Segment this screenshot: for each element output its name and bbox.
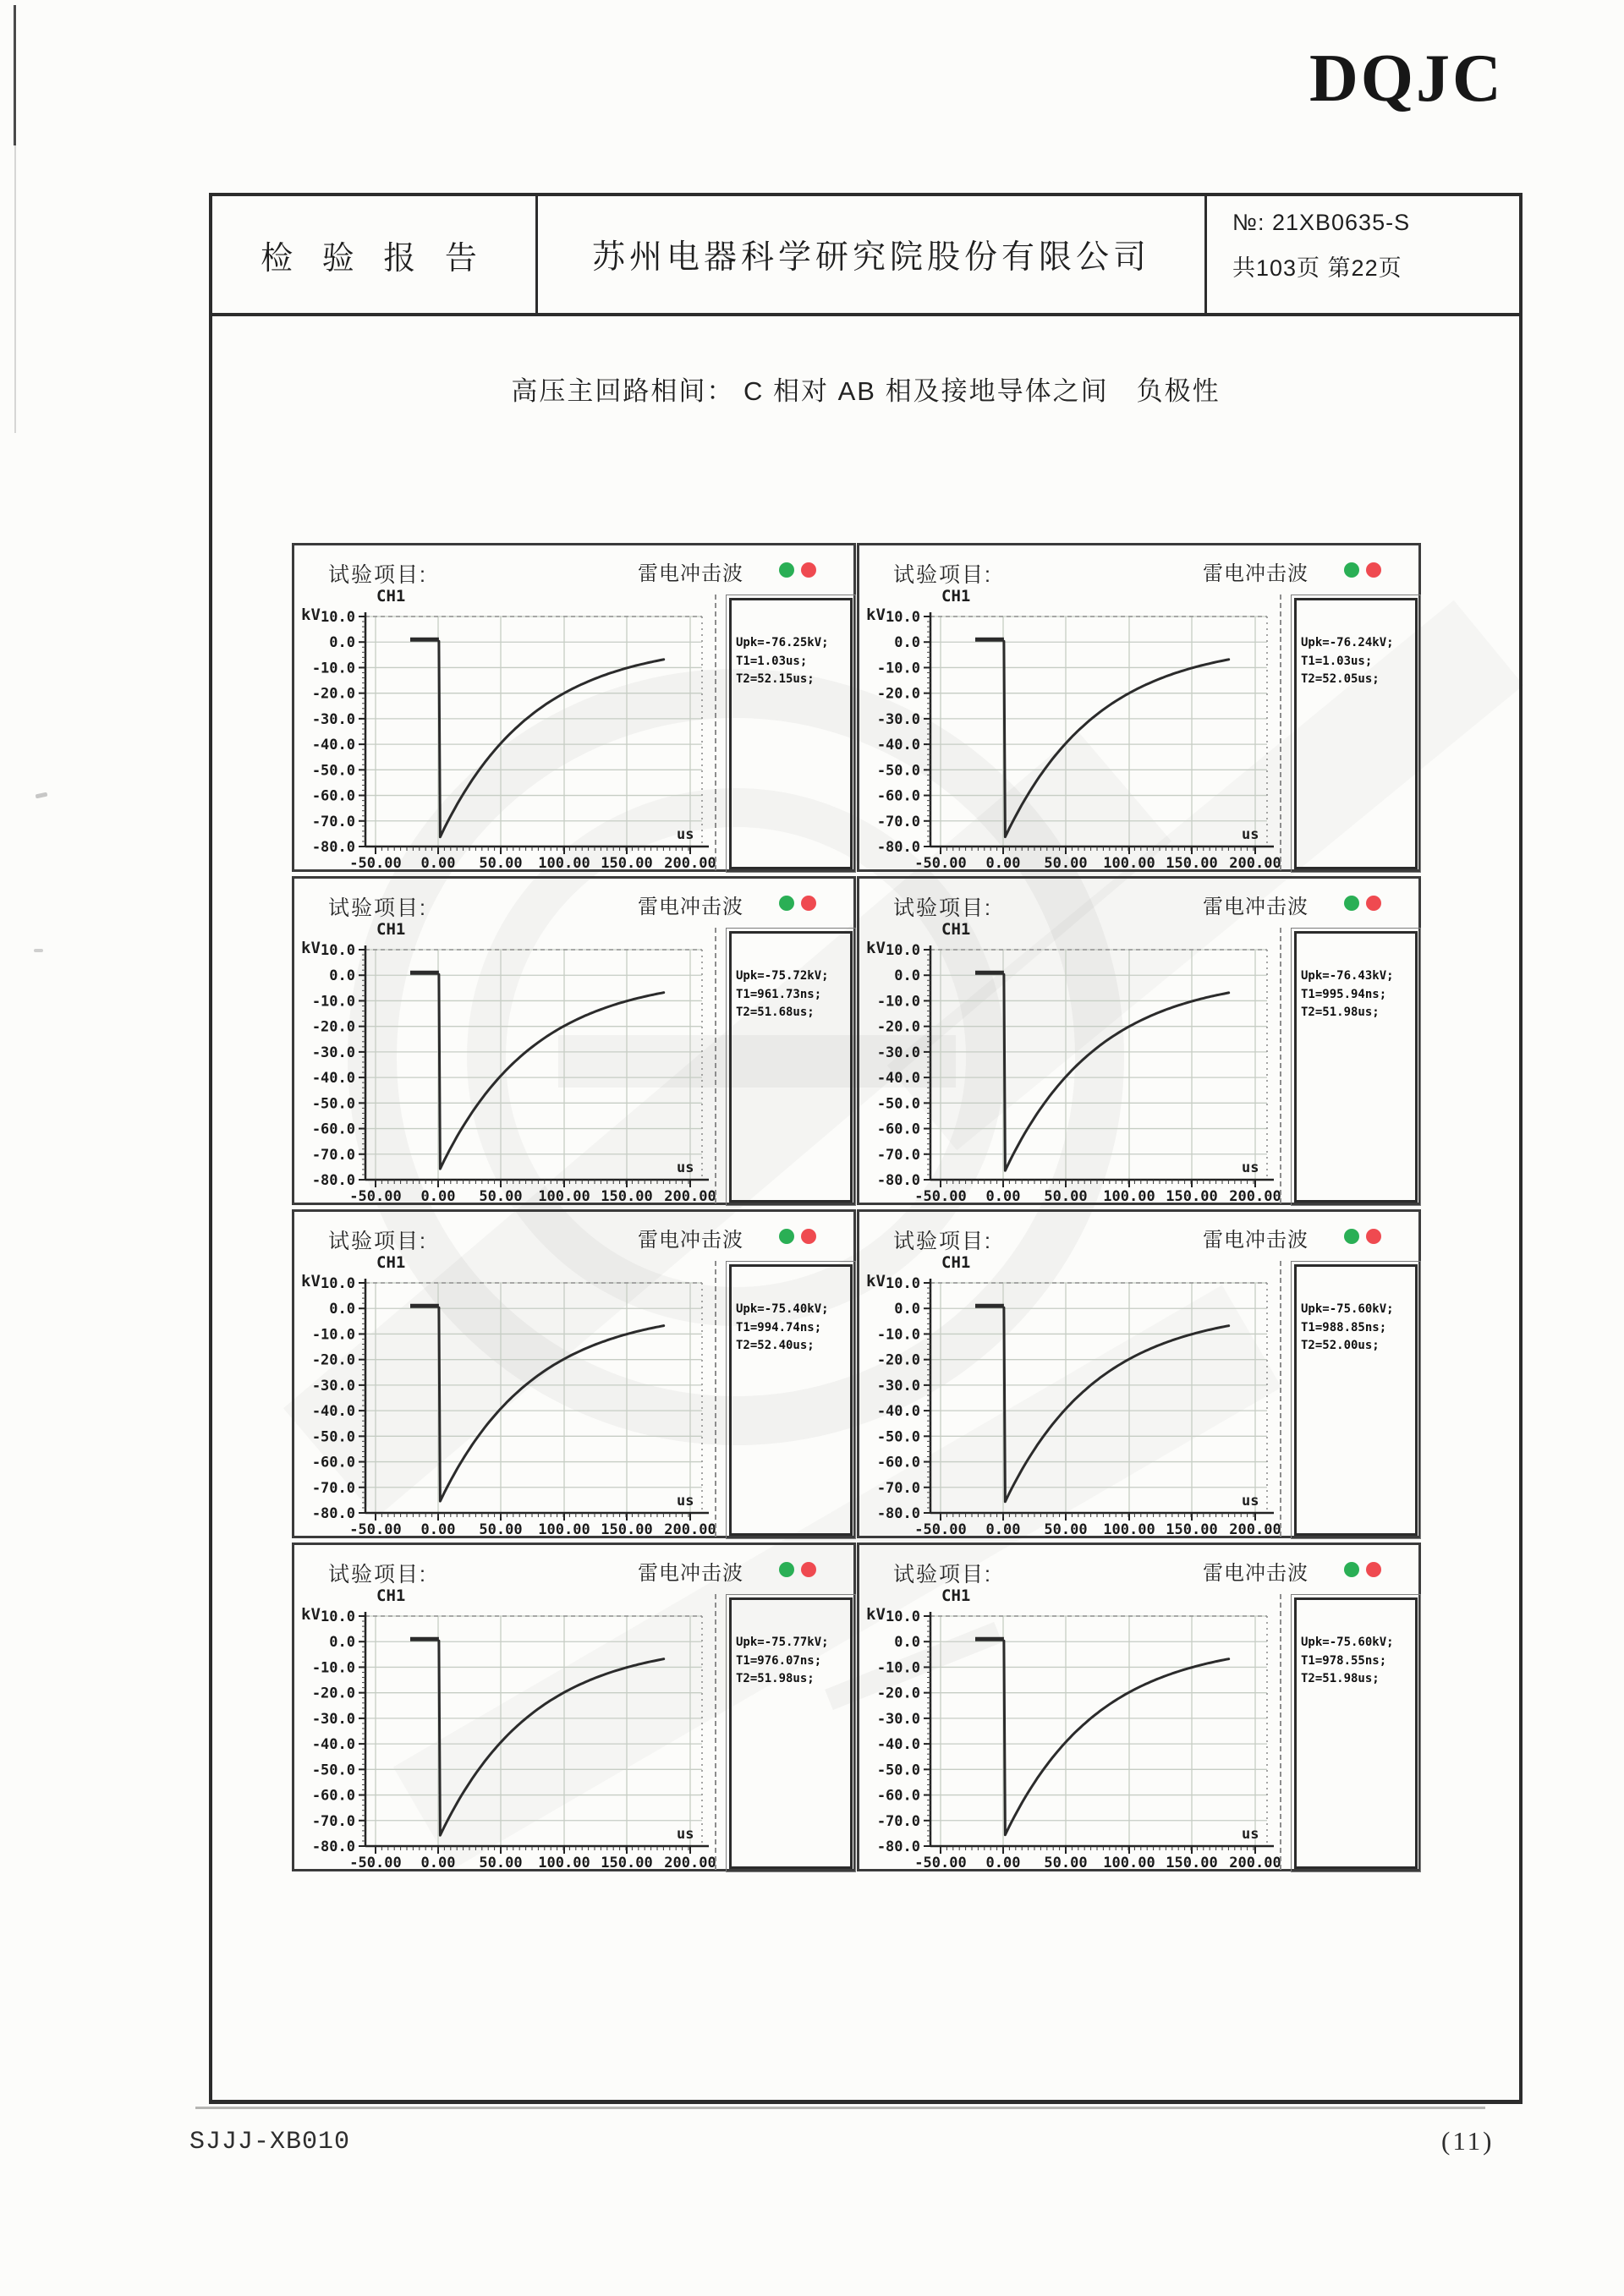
y-unit-label: kV — [866, 1272, 886, 1290]
svg-text:-40.0: -40.0 — [876, 1070, 920, 1088]
x-unit-label: us — [1242, 1493, 1259, 1510]
svg-text:0.0: 0.0 — [894, 967, 920, 985]
svg-text:200.00: 200.00 — [1229, 855, 1281, 869]
wave-type-label: 雷电冲击波 — [638, 1229, 743, 1252]
company-name: 苏州电器科学研究院股份有限公司 — [538, 196, 1207, 313]
svg-text:-20.0: -20.0 — [876, 685, 920, 703]
svg-text:0.0: 0.0 — [894, 1301, 920, 1318]
svg-text:200.00: 200.00 — [664, 1188, 716, 1203]
impulse-panel-2 — [857, 543, 1421, 872]
svg-text:-30.0: -30.0 — [876, 1377, 920, 1395]
svg-text:150.00: 150.00 — [1166, 855, 1218, 869]
svg-text:-20.0: -20.0 — [311, 1018, 355, 1036]
red-indicator-dot — [801, 1562, 816, 1577]
measurement-box — [729, 931, 853, 1203]
y-unit-label: kV — [866, 939, 886, 957]
svg-text:50.00: 50.00 — [479, 1521, 523, 1536]
x-unit-label: us — [1242, 1826, 1259, 1843]
svg-text:-10.0: -10.0 — [311, 1659, 355, 1677]
svg-text:-50.00: -50.00 — [914, 1521, 967, 1536]
svg-text:-70.0: -70.0 — [876, 1146, 920, 1164]
wave-type-label: 雷电冲击波 — [1203, 1229, 1309, 1252]
green-indicator-dot — [1344, 896, 1359, 911]
x-unit-label: us — [677, 826, 694, 843]
svg-text:0.00: 0.00 — [420, 1188, 456, 1203]
red-indicator-dot — [801, 896, 816, 911]
svg-text:-20.0: -20.0 — [876, 1018, 920, 1036]
svg-text:200.00: 200.00 — [664, 1521, 716, 1536]
svg-text:-10.0: -10.0 — [876, 660, 920, 677]
impulse-panel-3 — [292, 876, 856, 1205]
svg-text:-50.0: -50.0 — [311, 1762, 355, 1779]
page-count: 共103页 第22页 — [1232, 255, 1402, 281]
measurement-box — [1294, 931, 1418, 1203]
t1-value: T1=995.94ns; — [1301, 987, 1387, 1001]
svg-text:-10.0: -10.0 — [311, 1326, 355, 1344]
svg-text:-60.0: -60.0 — [311, 1454, 355, 1471]
svg-text:10.0: 10.0 — [321, 1275, 355, 1292]
panel-divider — [715, 595, 716, 870]
measurement-box — [1294, 1264, 1418, 1536]
svg-text:200.00: 200.00 — [1229, 1521, 1281, 1536]
test-item-label: 试验项目: — [328, 1230, 427, 1253]
svg-text:0.00: 0.00 — [420, 1521, 456, 1536]
svg-text:-30.0: -30.0 — [311, 1377, 355, 1395]
report-header-table — [209, 193, 1522, 316]
green-indicator-dot — [1344, 1562, 1359, 1577]
test-item-label: 试验项目: — [893, 1230, 992, 1253]
y-unit-label: kV — [866, 1605, 886, 1624]
t2-value: T2=51.98us; — [736, 1672, 815, 1685]
report-number: №: 21XB0635-S — [1232, 210, 1411, 235]
panel-divider — [1280, 1594, 1281, 1870]
svg-text:0.00: 0.00 — [985, 855, 1021, 869]
measurement-box — [729, 1597, 853, 1869]
panel-divider — [715, 1261, 716, 1537]
y-unit-label: kV — [301, 1605, 321, 1624]
t1-value: T1=976.07ns; — [736, 1653, 822, 1668]
svg-text:-30.0: -30.0 — [876, 1044, 920, 1061]
impulse-panel-6 — [857, 1209, 1421, 1538]
green-indicator-dot — [779, 1562, 794, 1577]
svg-text:0.0: 0.0 — [894, 634, 920, 652]
svg-text:-30.0: -30.0 — [311, 1710, 355, 1728]
green-indicator-dot — [779, 896, 794, 911]
svg-text:-20.0: -20.0 — [311, 1351, 355, 1369]
impulse-panel-8 — [857, 1543, 1421, 1871]
svg-text:-60.0: -60.0 — [876, 1121, 920, 1138]
svg-text:10.0: 10.0 — [321, 609, 355, 626]
section-title: 高压主回路相间： C 相对 AB 相及接地导体之间 负极性 — [511, 376, 1221, 406]
svg-text:-50.0: -50.0 — [876, 762, 920, 780]
svg-text:-30.0: -30.0 — [876, 1710, 920, 1728]
svg-text:-80.0: -80.0 — [876, 1838, 920, 1855]
svg-text:50.00: 50.00 — [479, 1188, 523, 1203]
t2-value: T2=51.68us; — [736, 1006, 815, 1019]
svg-text:200.00: 200.00 — [1229, 1188, 1281, 1203]
x-unit-label: us — [677, 1493, 694, 1510]
red-indicator-dot — [1366, 896, 1381, 911]
svg-text:-10.0: -10.0 — [311, 993, 355, 1011]
svg-text:50.00: 50.00 — [1044, 1188, 1088, 1203]
svg-text:-10.0: -10.0 — [876, 993, 920, 1011]
channel-label: CH1 — [941, 920, 971, 939]
upk-value: Upk=-75.60kV; — [1301, 1302, 1394, 1316]
svg-text:150.00: 150.00 — [601, 1188, 653, 1203]
svg-text:10.0: 10.0 — [886, 1608, 920, 1625]
svg-text:-70.0: -70.0 — [876, 813, 920, 830]
wave-type-label: 雷电冲击波 — [1203, 1562, 1309, 1585]
measurement-box — [729, 598, 853, 869]
t1-value: T1=994.74ns; — [736, 1320, 822, 1334]
panel-divider — [1280, 928, 1281, 1203]
svg-text:-20.0: -20.0 — [311, 685, 355, 703]
svg-text:150.00: 150.00 — [1166, 1188, 1218, 1203]
svg-text:-40.0: -40.0 — [311, 1070, 355, 1088]
svg-text:0.0: 0.0 — [894, 1634, 920, 1652]
svg-text:0.00: 0.00 — [985, 1855, 1021, 1869]
svg-text:0.0: 0.0 — [329, 967, 355, 985]
svg-text:-50.0: -50.0 — [311, 1095, 355, 1113]
channel-label: CH1 — [376, 1586, 406, 1605]
y-unit-label: kV — [866, 606, 886, 624]
channel-label: CH1 — [376, 1253, 406, 1272]
sheet-number: (11) — [1441, 2126, 1495, 2156]
svg-text:-50.00: -50.00 — [914, 855, 967, 869]
svg-text:50.00: 50.00 — [479, 855, 523, 869]
channel-label: CH1 — [941, 587, 971, 606]
svg-text:200.00: 200.00 — [1229, 1855, 1281, 1869]
svg-text:150.00: 150.00 — [1166, 1855, 1218, 1869]
svg-text:-50.00: -50.00 — [914, 1188, 967, 1203]
form-number: SJJJ-XB010 — [189, 2128, 351, 2156]
upk-value: Upk=-75.77kV; — [736, 1636, 829, 1649]
svg-text:-50.0: -50.0 — [876, 1762, 920, 1779]
upk-value: Upk=-76.25kV; — [736, 636, 829, 649]
svg-text:-10.0: -10.0 — [311, 660, 355, 677]
y-unit-label: kV — [301, 1272, 321, 1290]
svg-text:150.00: 150.00 — [1166, 1521, 1218, 1536]
svg-text:0.00: 0.00 — [420, 1855, 456, 1869]
svg-text:-50.0: -50.0 — [311, 762, 355, 780]
test-item-label: 试验项目: — [893, 1563, 992, 1586]
svg-text:10.0: 10.0 — [886, 609, 920, 626]
svg-text:150.00: 150.00 — [601, 855, 653, 869]
svg-text:-40.0: -40.0 — [311, 1403, 355, 1421]
measurement-box — [729, 1264, 853, 1536]
svg-text:10.0: 10.0 — [321, 1608, 355, 1625]
svg-text:-60.0: -60.0 — [876, 1787, 920, 1805]
svg-text:-60.0: -60.0 — [876, 787, 920, 805]
svg-text:-70.0: -70.0 — [311, 1479, 355, 1497]
red-indicator-dot — [1366, 1229, 1381, 1244]
wave-type-label: 雷电冲击波 — [1203, 562, 1309, 585]
svg-text:-30.0: -30.0 — [311, 710, 355, 728]
svg-text:-40.0: -40.0 — [876, 1736, 920, 1754]
svg-text:-60.0: -60.0 — [311, 1787, 355, 1805]
svg-text:-40.0: -40.0 — [311, 737, 355, 754]
red-indicator-dot — [801, 1229, 816, 1244]
panel-divider — [1280, 595, 1281, 870]
green-indicator-dot — [779, 1229, 794, 1244]
wave-type-label: 雷电冲击波 — [638, 1562, 743, 1585]
svg-text:-40.0: -40.0 — [876, 1403, 920, 1421]
svg-text:0.0: 0.0 — [329, 634, 355, 652]
panel-divider — [715, 1594, 716, 1870]
report-title: 检 验 报 告 — [212, 196, 538, 313]
test-item-label: 试验项目: — [328, 563, 427, 587]
svg-text:-60.0: -60.0 — [311, 1121, 355, 1138]
scan-edge-artifact — [14, 5, 16, 145]
scan-speck — [34, 949, 43, 952]
upk-value: Upk=-75.40kV; — [736, 1302, 829, 1316]
wave-type-label: 雷电冲击波 — [638, 896, 743, 918]
upk-value: Upk=-75.60kV; — [1301, 1636, 1394, 1649]
svg-text:0.0: 0.0 — [329, 1634, 355, 1652]
svg-text:150.00: 150.00 — [601, 1855, 653, 1869]
svg-text:-40.0: -40.0 — [311, 1736, 355, 1754]
svg-text:100.00: 100.00 — [1103, 1521, 1155, 1536]
t2-value: T2=52.15us; — [736, 672, 815, 686]
channel-label: CH1 — [376, 920, 406, 939]
svg-text:-20.0: -20.0 — [876, 1351, 920, 1369]
x-unit-label: us — [1242, 826, 1259, 843]
svg-text:-60.0: -60.0 — [311, 787, 355, 805]
svg-text:-50.00: -50.00 — [349, 1521, 402, 1536]
channel-label: CH1 — [376, 587, 406, 606]
t2-value: T2=52.00us; — [1301, 1339, 1380, 1352]
svg-text:50.00: 50.00 — [1044, 855, 1088, 869]
svg-text:-70.0: -70.0 — [876, 1812, 920, 1830]
svg-text:200.00: 200.00 — [664, 855, 716, 869]
svg-text:0.0: 0.0 — [329, 1301, 355, 1318]
dqjc-logo: DQJC — [1309, 41, 1504, 116]
svg-text:0.00: 0.00 — [985, 1188, 1021, 1203]
t1-value: T1=1.03us; — [736, 654, 808, 668]
svg-text:100.00: 100.00 — [538, 1521, 590, 1536]
svg-text:-80.0: -80.0 — [311, 839, 355, 856]
svg-text:10.0: 10.0 — [321, 942, 355, 959]
svg-text:-20.0: -20.0 — [311, 1685, 355, 1702]
svg-text:0.00: 0.00 — [985, 1521, 1021, 1536]
wave-type-label: 雷电冲击波 — [1203, 896, 1309, 918]
t2-value: T2=51.98us; — [1301, 1006, 1380, 1019]
svg-text:-70.0: -70.0 — [311, 813, 355, 830]
svg-text:100.00: 100.00 — [538, 855, 590, 869]
svg-text:-80.0: -80.0 — [876, 1505, 920, 1522]
svg-text:0.00: 0.00 — [420, 855, 456, 869]
t1-value: T1=978.55ns; — [1301, 1653, 1387, 1668]
svg-text:200.00: 200.00 — [664, 1855, 716, 1869]
channel-label: CH1 — [941, 1586, 971, 1605]
test-item-label: 试验项目: — [328, 1563, 427, 1586]
svg-text:-50.00: -50.00 — [914, 1855, 967, 1869]
test-item-label: 试验项目: — [893, 896, 992, 920]
t1-value: T1=1.03us; — [1301, 654, 1373, 668]
svg-text:-20.0: -20.0 — [876, 1685, 920, 1702]
t2-value: T2=52.05us; — [1301, 672, 1380, 686]
x-unit-label: us — [677, 1826, 694, 1843]
svg-text:-10.0: -10.0 — [876, 1326, 920, 1344]
svg-text:-10.0: -10.0 — [876, 1659, 920, 1677]
svg-text:-80.0: -80.0 — [311, 1838, 355, 1855]
svg-text:-50.00: -50.00 — [349, 1188, 402, 1203]
svg-text:50.00: 50.00 — [1044, 1855, 1088, 1869]
scan-edge-artifact — [14, 145, 16, 433]
upk-value: Upk=-76.43kV; — [1301, 969, 1394, 983]
report-meta — [1207, 196, 1519, 313]
upk-value: Upk=-75.72kV; — [736, 969, 829, 983]
measurement-box — [1294, 1597, 1418, 1869]
panel-divider — [715, 928, 716, 1203]
y-unit-label: kV — [301, 939, 321, 957]
svg-text:-50.0: -50.0 — [876, 1095, 920, 1113]
svg-text:10.0: 10.0 — [886, 1275, 920, 1292]
red-indicator-dot — [801, 562, 816, 578]
svg-text:50.00: 50.00 — [1044, 1521, 1088, 1536]
svg-text:-50.00: -50.00 — [349, 1855, 402, 1869]
x-unit-label: us — [677, 1159, 694, 1176]
impulse-panel-4 — [857, 876, 1421, 1205]
t1-value: T1=988.85ns; — [1301, 1320, 1387, 1334]
measurement-box — [1294, 598, 1418, 869]
svg-text:100.00: 100.00 — [1103, 1855, 1155, 1869]
t2-value: T2=52.40us; — [736, 1339, 815, 1352]
svg-text:-70.0: -70.0 — [311, 1812, 355, 1830]
svg-text:50.00: 50.00 — [479, 1855, 523, 1869]
x-unit-label: us — [1242, 1159, 1259, 1176]
svg-text:-70.0: -70.0 — [311, 1146, 355, 1164]
svg-text:-80.0: -80.0 — [311, 1505, 355, 1522]
svg-text:100.00: 100.00 — [1103, 1188, 1155, 1203]
t2-value: T2=51.98us; — [1301, 1672, 1380, 1685]
panel-divider — [1280, 1261, 1281, 1537]
svg-text:-50.0: -50.0 — [876, 1428, 920, 1446]
svg-text:10.0: 10.0 — [886, 942, 920, 959]
green-indicator-dot — [1344, 562, 1359, 578]
green-indicator-dot — [1344, 1229, 1359, 1244]
impulse-panel-7 — [292, 1543, 856, 1871]
svg-text:100.00: 100.00 — [1103, 855, 1155, 869]
svg-text:-50.0: -50.0 — [311, 1428, 355, 1446]
red-indicator-dot — [1366, 562, 1381, 578]
channel-label: CH1 — [941, 1253, 971, 1272]
test-item-label: 试验项目: — [328, 896, 427, 920]
wave-type-label: 雷电冲击波 — [638, 562, 743, 585]
svg-text:-40.0: -40.0 — [876, 737, 920, 754]
test-item-label: 试验项目: — [893, 563, 992, 587]
red-indicator-dot — [1366, 1562, 1381, 1577]
y-unit-label: kV — [301, 606, 321, 624]
svg-text:-80.0: -80.0 — [876, 1172, 920, 1189]
svg-text:150.00: 150.00 — [601, 1521, 653, 1536]
green-indicator-dot — [779, 562, 794, 578]
svg-text:-30.0: -30.0 — [876, 710, 920, 728]
impulse-panel-1 — [292, 543, 856, 872]
svg-text:-50.00: -50.00 — [349, 855, 402, 869]
impulse-panel-5 — [292, 1209, 856, 1538]
svg-text:-30.0: -30.0 — [311, 1044, 355, 1061]
t1-value: T1=961.73ns; — [736, 987, 822, 1001]
svg-text:-80.0: -80.0 — [311, 1172, 355, 1189]
svg-text:-70.0: -70.0 — [876, 1479, 920, 1497]
svg-text:100.00: 100.00 — [538, 1855, 590, 1869]
svg-text:-60.0: -60.0 — [876, 1454, 920, 1471]
upk-value: Upk=-76.24kV; — [1301, 636, 1394, 649]
svg-text:-80.0: -80.0 — [876, 839, 920, 856]
svg-text:100.00: 100.00 — [538, 1188, 590, 1203]
